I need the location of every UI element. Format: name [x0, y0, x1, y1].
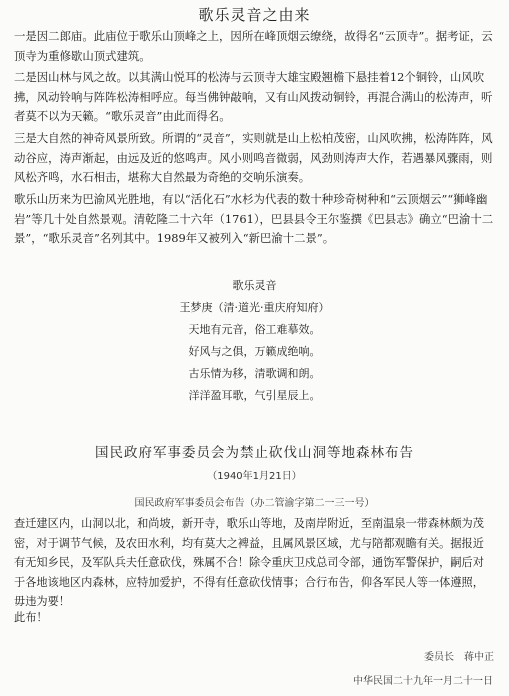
section-title-origin: 歌乐灵音之由来 [198, 6, 311, 24]
poem-author: 王梦庚（清·道光·重庆府知府） [179, 301, 330, 314]
poem-title: 歌乐灵音 [232, 279, 277, 292]
paragraph-2: 二是因山林与风之故。以其满山悦耳的松涛与云顶寺大雄宝殿翘檐下悬挂着12个铜铃，山风吹拂，风动铃响与阵阵松涛相呼应。每当佛钟敲响，又有山风拨动铜铃，再混合满山的松涛声，听者莫不以为天籁。“歌乐灵音”由此而得名。 [14, 70, 493, 124]
paragraph-1: 一是因二郎庙。此庙位于歌乐山顶峰之上，因所在峰顶烟云缭绕，故得名“云顶寺”。据考证，云顶寺为重修歇山顶式建筑。 [14, 29, 493, 63]
notice-signature [424, 648, 494, 663]
poem-line-3: 古乐情为移，清歌调和朗。 [188, 367, 321, 380]
notice-sign-date: 中华民国二十九年一月二十一日 [353, 676, 493, 687]
notice-issuer: 国民政府军事委员会布告（办二管渝字第二一三一号） [134, 498, 375, 509]
notice-closing: 此布！ [14, 611, 48, 624]
section-title-notice: 国民政府军事委员会为禁止砍伐山洞等地森林布告 [95, 445, 414, 461]
notice-body: 查迁建区内，山洞以北，和尚坡，新开寺，歌乐山等地，及南岸附近，至南温泉一带森林颇为茂密，对于调节气候，及农田水利，均有莫大之裨益，且属风景区域，尤与陪都观瞻有关。据报近有无知乡民，及军队兵夫任意砍伐，殊属不合！除令重庆卫戍总司令部，通饬军警保护，嗣后对于各地该地区内森林，应特加爱护，不得有任意砍伐情事；合行布告，仰各军民人等一体遵照，毋违为要！ [14, 517, 484, 609]
poem-line-4: 洋洋盈耳歌，气引星辰上。 [188, 389, 321, 402]
signature-title: 委员长 [424, 652, 454, 663]
poem-line-1: 天地有元音，俗工难摹效。 [188, 323, 321, 336]
paragraph-4: 歌乐山历来为巴渝风光胜地，有以“活化石”水杉为代表的数十种珍奇树种和“云顶烟云”“狮峰幽岩”等几十处自然景观。清乾隆二十六年（1761），巴县县令王尔鉴撰《巴县志》确立“巴渝十二景”，“歌乐灵音”名列其中。1989年又被列入“新巴渝十二景”。 [14, 192, 494, 246]
notice-date: （1940年1月21日） [207, 471, 302, 482]
poem-line-2: 好风与之俱，万籁成绝响。 [188, 345, 321, 358]
signature-name: 蒋中正 [464, 652, 494, 663]
paragraph-3: 三是大自然的神奇风景所致。所谓的“灵音”，实则就是山上松柏茂密，山风吹拂，松涛阵阵，风动谷应，涛声渐起，由远及近的悠鸣声。风小则鸣音微弱，风劲则涛声大作，若遇暴风骤雨，则风松齐鸣，水石相击，堪称大自然最为奇绝的交响乐演奏。 [14, 131, 493, 185]
